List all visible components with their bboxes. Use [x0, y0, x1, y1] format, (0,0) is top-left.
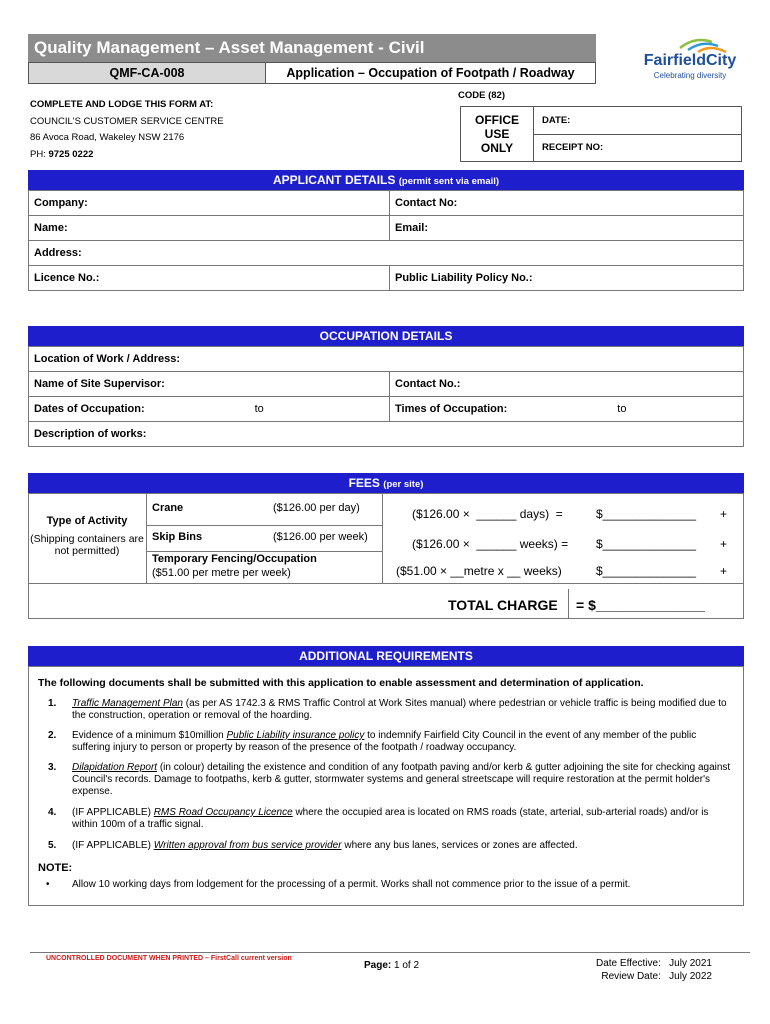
- note-text: Allow 10 working days from lodgement for the processing of a permit. Works shall not commence prior to the issue of a permit.: [72, 879, 631, 890]
- req-number: 4.: [48, 807, 57, 818]
- plus-sign-2: +: [720, 537, 728, 551]
- contact-no-field[interactable]: Contact No:: [390, 191, 744, 216]
- req-number: 3.: [48, 762, 57, 773]
- phone-label: PH:: [30, 149, 46, 160]
- address-field[interactable]: Address:: [29, 241, 744, 266]
- crane-rate: ($126.00 per day): [273, 502, 360, 514]
- office-receipt-label: RECEIPT NO:: [542, 142, 604, 154]
- req-number: 1.: [48, 698, 57, 709]
- skip-bins-rate: ($126.00 per week): [273, 531, 368, 543]
- times-field[interactable]: Times of Occupation: to: [390, 397, 744, 422]
- lodge-line2: 86 Avoca Road, Wakeley NSW 2176: [30, 132, 185, 143]
- fencing-rate: ($51.00 per metre per week): [152, 567, 291, 579]
- location-field[interactable]: Location of Work / Address:: [29, 347, 744, 372]
- office-date-label: DATE:: [534, 107, 741, 135]
- req-item-1: Traffic Management Plan (as per AS 1742.3 & RMS Traffic Control at Work Sites manual) where pedestrian or vehicle traffic is being modified due to the construction, operation or removal of the hoarding.: [72, 698, 727, 721]
- plus-sign-3: +: [720, 564, 728, 578]
- fencing-calculation: ($51.00 × __metre x __ weeks): [396, 564, 562, 578]
- email-field[interactable]: Email:: [390, 216, 744, 241]
- req-number: 2.: [48, 730, 57, 741]
- description-field[interactable]: Description of works:: [29, 422, 744, 447]
- crane-label: Crane: [152, 502, 184, 514]
- total-charge-value[interactable]: = $______________: [576, 597, 705, 613]
- note-label: NOTE:: [38, 862, 73, 874]
- supervisor-field[interactable]: Name of Site Supervisor:: [29, 372, 390, 397]
- form-code-row: [28, 62, 596, 84]
- total-charge-label: TOTAL CHARGE: [448, 597, 558, 613]
- skip-bins-amount[interactable]: $______________: [596, 537, 697, 551]
- application-title: Application – Occupation of Footpath / Roadway: [286, 66, 575, 80]
- page-number: Page: 1 of 2: [364, 960, 420, 971]
- crane-calculation: ($126.00 × ______ days) =: [412, 507, 563, 521]
- applicant-details-table: [28, 190, 744, 291]
- form-title: Quality Management – Asset Management - Civil: [28, 34, 596, 62]
- req-item-5: (IF APPLICABLE) Written approval from bus service provider where any bus lanes, services or zones are affected.: [72, 840, 578, 851]
- logo-text: FairfieldCity: [643, 52, 737, 69]
- name-field[interactable]: Name:: [29, 216, 390, 241]
- fairfield-logo: [640, 34, 740, 84]
- requirements-intro: The following documents shall be submitted with this application to enable assessment and determination of application.: [38, 677, 644, 689]
- lodge-phone: [30, 149, 93, 160]
- crane-amount[interactable]: $______________: [596, 507, 697, 521]
- office-use-box: [460, 106, 742, 162]
- fencing-amount[interactable]: $______________: [596, 564, 697, 578]
- applicant-details-heading: APPLICANT DETAILS (permit sent via email): [28, 170, 744, 190]
- fencing-label: Temporary Fencing/Occupation: [152, 553, 317, 565]
- skip-bins-calculation: ($126.00 × ______ weeks) =: [412, 537, 569, 551]
- note-bullet: •: [46, 879, 50, 890]
- req-item-3: Dilapidation Report (in colour) detailing the existence and condition of any footpath paving and/or kerb & gutter adjoining the site for checking against Council's records. Damage to footpaths, kerb & gutter, stormwater systems and general streetscape will require restoration at the permit holder's expense.: [72, 762, 731, 797]
- req-item-2: Evidence of a minimum $10million Public Liability insurance policy to indemnify Fairfield City Council in the event of any member of the public suffering injury to person or property by reason of the presence of the footpath / roadway occupancy.: [72, 730, 697, 753]
- skip-bins-label: Skip Bins: [152, 531, 203, 543]
- lodge-heading: COMPLETE AND LODGE THIS FORM AT:: [30, 99, 214, 110]
- review-date: Review Date: July 2022: [601, 971, 712, 982]
- licence-field[interactable]: Licence No.:: [29, 266, 390, 291]
- req-item-4: (IF APPLICABLE) RMS Road Occupancy Licence where the occupied area is located on RMS roads (state, arterial, sub-arterial roads) and/or is within 100m of a traffic signal.: [72, 807, 709, 830]
- phone-number: 9725 0222: [48, 149, 94, 160]
- logo-tagline: Celebrating diversity: [653, 71, 727, 80]
- lodge-line1: COUNCIL'S CUSTOMER SERVICE CENTRE: [30, 116, 224, 127]
- fees-heading: FEES (per site): [28, 473, 744, 493]
- occupation-details-heading: OCCUPATION DETAILS: [28, 326, 744, 346]
- additional-requirements-heading: ADDITIONAL REQUIREMENTS: [28, 646, 744, 666]
- uncontrolled-notice: UNCONTROLLED DOCUMENT WHEN PRINTED – FirstCall current version: [46, 955, 292, 962]
- dates-field[interactable]: Dates of Occupation: to: [29, 397, 390, 422]
- company-field[interactable]: Company:: [29, 191, 390, 216]
- occupation-details-table: [28, 346, 744, 447]
- code-number: CODE (82): [458, 90, 505, 101]
- footer-divider: [30, 952, 750, 953]
- supervisor-contact-field[interactable]: Contact No.:: [390, 372, 744, 397]
- date-effective: Date Effective: July 2021: [596, 958, 712, 969]
- req-number: 5.: [48, 840, 57, 851]
- office-use-label: OFFICE USE ONLY: [461, 107, 534, 161]
- liability-policy-field[interactable]: Public Liability Policy No.:: [390, 266, 744, 291]
- type-of-activity-cell: Type of Activity (Shipping containers are not permitted): [28, 493, 147, 583]
- form-code: QMF-CA-008: [29, 63, 266, 83]
- plus-sign-1: +: [720, 507, 728, 521]
